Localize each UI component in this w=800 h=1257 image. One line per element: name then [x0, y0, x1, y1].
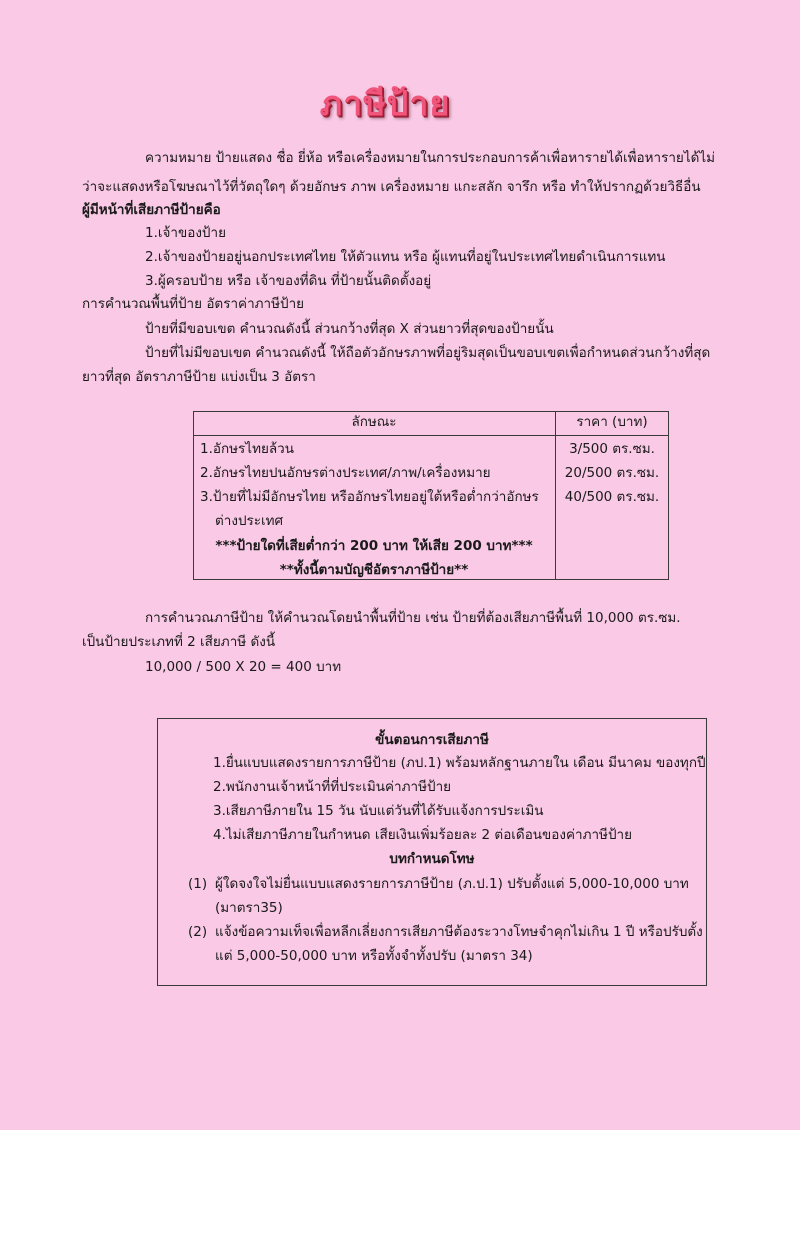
calc-line-3: ยาวที่สุด อัตราภาษีป้าย แบ่งเป็น 3 อัตรา [82, 369, 316, 385]
taxpayer-item-2: 2.เจ้าของป้ายอยู่นอกประเทศไทย ให้ตัวแทน หรือ ผู้แทนที่อยู่ในประเทศไทยดำเนินการแทน [145, 249, 666, 265]
table-row-1-price: 3/500 ตร.ซม. [569, 441, 655, 457]
table-row-3-price: 40/500 ตร.ซม. [564, 489, 660, 505]
document-title: ภาษีป้าย [319, 84, 451, 124]
calc-heading: การคำนวณพื้นที่ป้าย อัตราค่าภาษีป้าย [82, 296, 305, 312]
calc-line-2: ป้ายที่ไม่มีขอบเขต คำนวณดังนี้ ให้ถือตัวอักษรภาพที่อยู่ริมสุดเป็นขอบเขตเพื่อกำหนดส่วนกว้างที่สุด [145, 345, 711, 361]
penalty-1-line-1: ผู้ใดจงใจไม่ยื่นแบบแสดงรายการภาษีป้าย (ภ.ป.1) ปรับตั้งแต่ 5,000-10,000 บาท [215, 876, 689, 892]
definition-line-1: ความหมาย ป้ายแสดง ชื่อ ยี่ห้อ หรือเครื่องหมายในการประกอบการค้าเพื่อหารายได้เพื่อหารายได้ไม่ [145, 150, 716, 166]
table-row-3-desc: 3.ป้ายที่ไม่มีอักษรไทย หรืออักษรไทยอยู่ใต้หรือต่ำกว่าอักษร [200, 489, 539, 505]
procedure-step-2: 2.พนักงานเจ้าหน้าที่ที่ประเมินค่าภาษีป้าย [213, 779, 452, 795]
procedure-step-3: 3.เสียภาษีภายใน 15 วัน นับแต่วันที่ได้รับแจ้งการประเมิน [213, 803, 544, 819]
example-formula: 10,000 / 500 X 20 = 400 บาท [145, 659, 342, 675]
penalty-2-line-2: แต่ 5,000-50,000 บาท หรือทั้งจำทั้งปรับ (มาตรา 34) [215, 948, 533, 964]
table-note-minimum: ***ป้ายใดที่เสียต่ำกว่า 200 บาท ให้เสีย 200 บาท*** [215, 538, 533, 554]
penalty-1-line-2: (มาตรา35) [215, 900, 283, 916]
procedure-step-1: 1.ยื่นแบบแสดงรายการภาษีป้าย (ภป.1) พร้อมหลักฐานภายใน เดือน มีนาคม ของทุกปี [213, 755, 706, 771]
table-header-description: ลักษณะ [351, 414, 397, 430]
procedure-step-4: 4.ไม่เสียภาษีภายในกำหนด เสียเงินเพิ่มร้อยละ 2 ต่อเดือนของค่าภาษีป้าย [213, 827, 633, 843]
table-note-schedule: **ทั้งนี้ตามบัญชีอัตราภาษีป้าย** [279, 562, 469, 578]
penalty-2-line-1: แจ้งข้อความเท็จเพื่อหลีกเลี่ยงการเสียภาษีต้องระวางโทษจำคุกไม่เกิน 1 ปี หรือปรับตั้ง [215, 924, 703, 940]
penalty-2-number: (2) [188, 924, 208, 940]
table-row-3-desc-cont: ต่างประเทศ [215, 513, 284, 529]
taxpayer-item-3: 3.ผู้ครอบป้าย หรือ เจ้าของที่ดิน ที่ป้ายนั้นติดตั้งอยู่ [145, 273, 432, 289]
penalty-1-number: (1) [188, 876, 208, 892]
definition-line-2: ว่าจะแสดงหรือโฆษณาไว้ที่วัตถุใดๆ ด้วยอักษร ภาพ เครื่องหมาย แกะสลัก จารึก หรือ ทำให้ปรากฏด้วยวิธีอื่น [82, 179, 701, 195]
table-row-2-price: 20/500 ตร.ซม. [564, 465, 660, 481]
calc-line-1: ป้ายที่มีขอบเขต คำนวณดังนี้ ส่วนกว้างที่สุด X ส่วนยาวที่สุดของป้ายนั้น [145, 321, 554, 337]
table-row-2-desc: 2.อักษรไทยปนอักษรต่างประเทศ/ภาพ/เครื่องหมาย [200, 465, 491, 481]
example-line-2: เป็นป้ายประเภทที่ 2 เสียภาษี ดังนี้ [82, 634, 276, 650]
table-row-1-desc: 1.อักษรไทยล้วน [200, 441, 294, 457]
taxpayer-item-1: 1.เจ้าของป้าย [145, 225, 226, 241]
penalty-heading: บทกำหนดโทษ [389, 851, 475, 867]
example-line-1: การคำนวณภาษีป้าย ให้คำนวณโดยนำพื้นที่ป้าย เช่น ป้ายที่ต้องเสียภาษีพื้นที่ 10,000 ตร.ซม. [145, 610, 681, 626]
table-header-price: ราคา (บาท) [576, 414, 648, 430]
table-header-divider [194, 435, 668, 436]
taxpayer-heading: ผู้มีหน้าที่เสียภาษีป้ายคือ [82, 202, 221, 218]
procedure-heading: ขั้นตอนการเสียภาษี [375, 732, 489, 748]
